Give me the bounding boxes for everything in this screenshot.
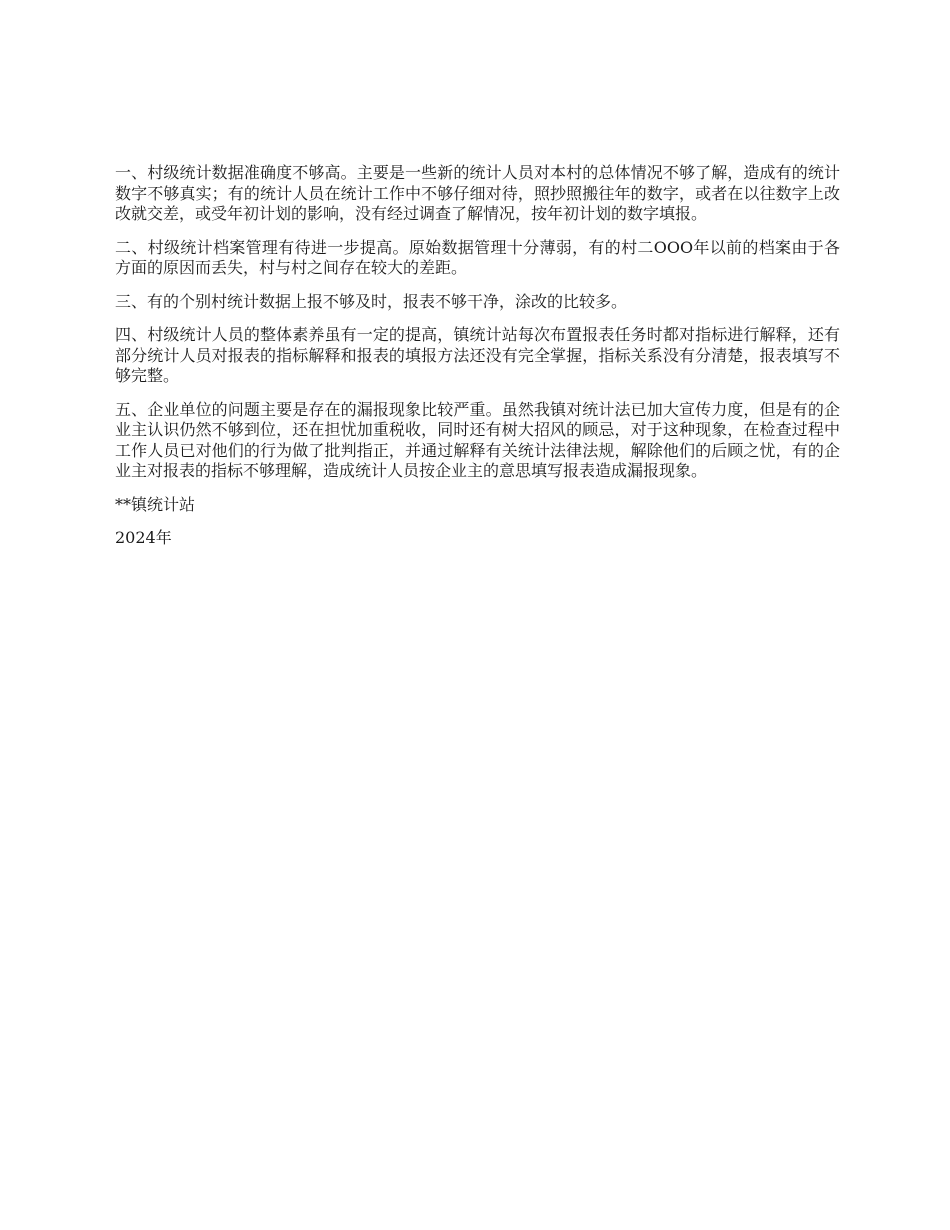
paragraph-5: 五、企业单位的问题主要是存在的漏报现象比较严重。虽然我镇对统计法已加大宣传力度，但是有的企业主认识仍然不够到位，还在担忧加重税收，同时还有树大招风的顾忌，对于这种现象，在检查过程中工作人员已对他们的行为做了批判指正，并通过解释有关统计法律法规，解除他们的后顾之忧，有的企业主对报表的指标不够理解，造成统计人员按企业主的意思填写报表造成漏报现象。 [115,399,840,480]
paragraph-1: 一、村级统计数据准确度不够高。主要是一些新的统计人员对本村的总体情况不够了解，造成有的统计数字不够真实；有的统计人员在统计工作中不够仔细对待，照抄照搬往年的数字，或者在以往数字上改改就交差，或受年初计划的影响，没有经过调查了解情况，按年初计划的数字填报。 [115,163,840,223]
paragraph-3: 三、有的个别村统计数据上报不够及时，报表不够干净，涂改的比较多。 [115,291,628,311]
paragraph-4: 四、村级统计人员的整体素养虽有一定的提高，镇统计站每次布置报表任务时都对指标进行解释，还有部分统计人员对报表的指标解释和报表的填报方法还没有完全掌握，指标关系没有分清楚，报表填写不够完整。 [115,325,840,385]
document-body [115,163,840,562]
signature-organization: **镇统计站 [115,494,196,514]
paragraph-2: 二、村级统计档案管理有待进一步提高。原始数据管理十分薄弱，有的村二OOO年以前的档案由于各方面的原因而丢失，村与村之间存在较大的差距。 [115,237,840,277]
signature-date: 2024年 [115,528,172,547]
